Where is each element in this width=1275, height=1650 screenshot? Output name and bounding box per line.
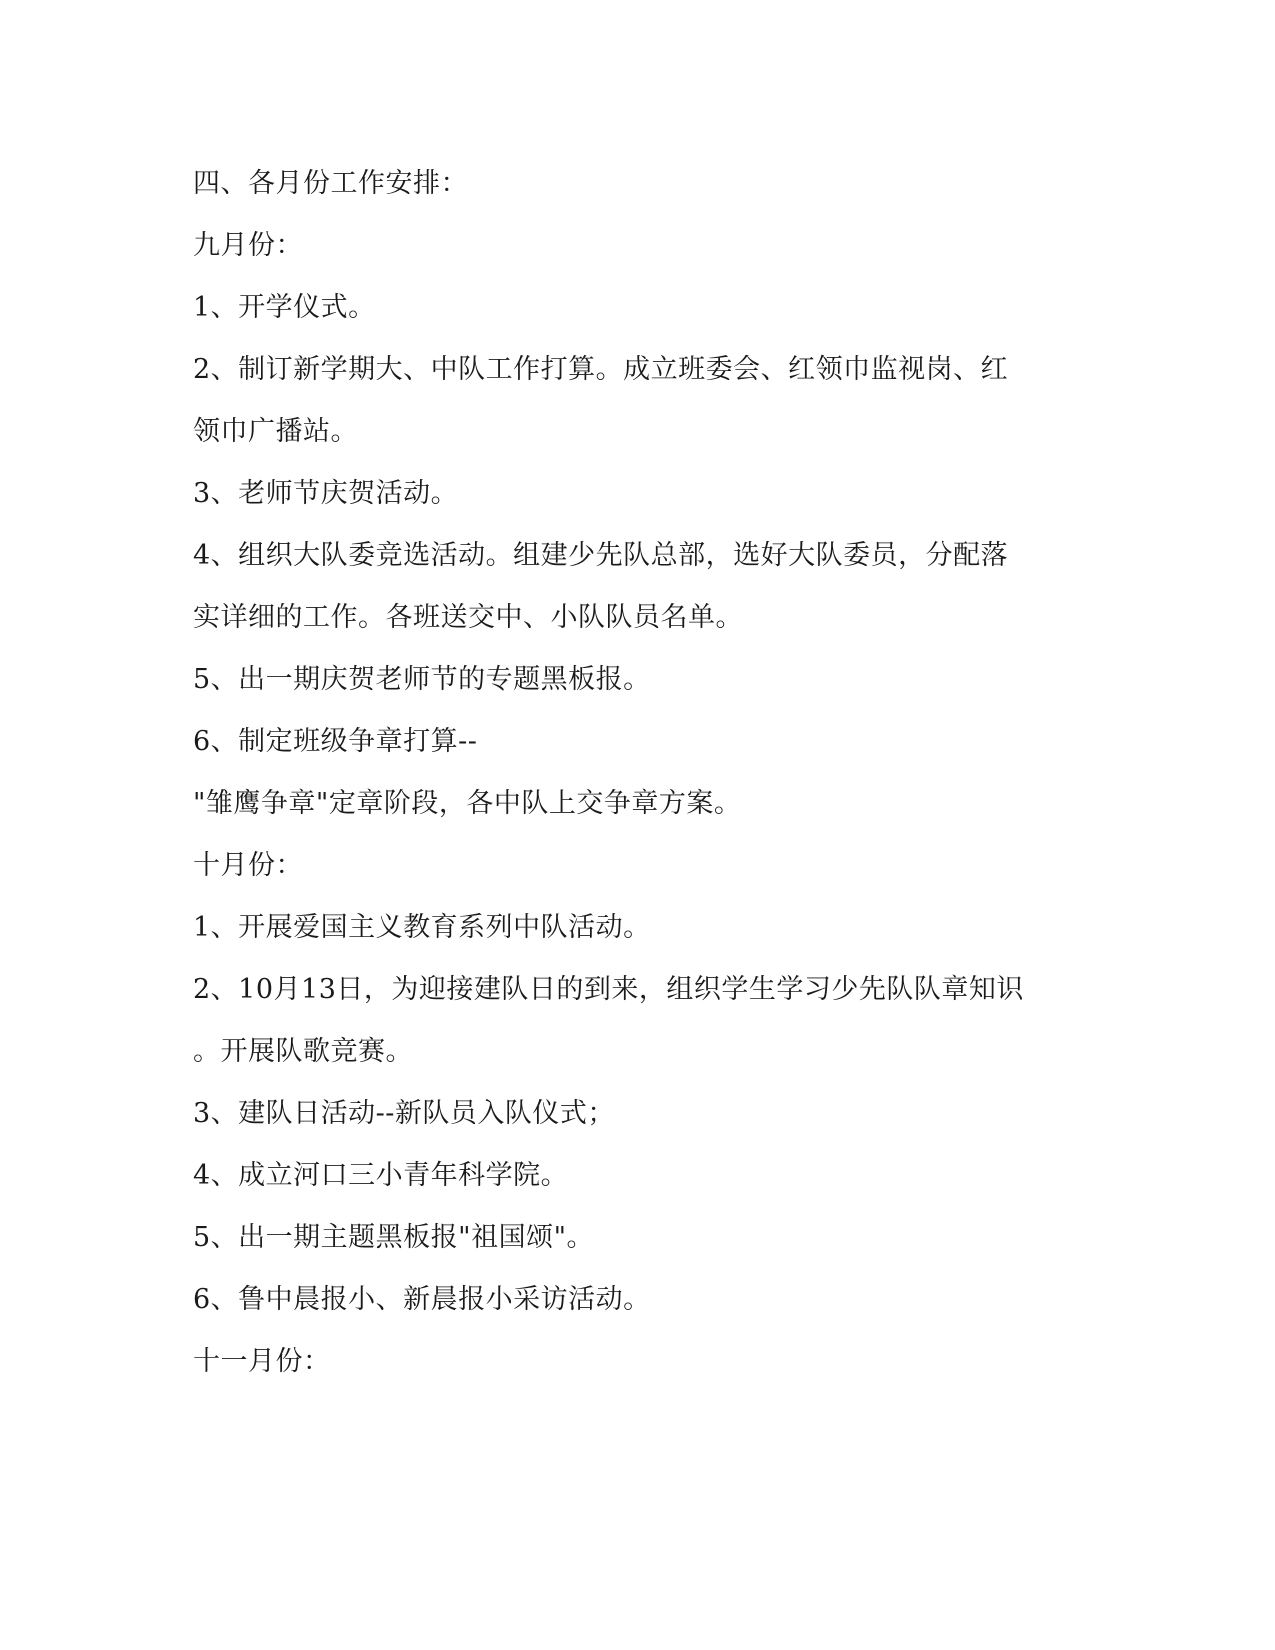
list-item-continuation: 领巾广播站。 xyxy=(193,416,358,447)
list-item: 4、成立河口三小青年科学院。 xyxy=(193,1160,569,1191)
list-item: 2、制订新学期大、中队工作打算。成立班委会、红领巾监视岗、红 xyxy=(193,354,1009,385)
list-item-continuation: 实详细的工作。各班送交中、小队队员名单。 xyxy=(193,602,743,633)
month-heading-october: 十月份： xyxy=(193,850,303,881)
list-item: 5、出一期主题黑板报"祖国颂"。 xyxy=(193,1222,595,1253)
list-item: 6、制定班级争章打算-- xyxy=(193,726,478,757)
month-heading-september: 九月份： xyxy=(193,230,303,261)
list-item: 2、10月13日，为迎接建队日的到来，组织学生学习少先队队章知识 xyxy=(193,974,1024,1005)
month-heading-november: 十一月份： xyxy=(193,1346,331,1377)
list-item: 4、组织大队委竞选活动。组建少先队总部，选好大队委员，分配落 xyxy=(193,540,1009,571)
list-item: 3、建队日活动--新队员入队仪式； xyxy=(193,1098,615,1129)
list-item: 3、老师节庆贺活动。 xyxy=(193,478,459,509)
section-heading: 四、各月份工作安排： xyxy=(193,168,468,199)
list-item: 1、开展爱国主义教育系列中队活动。 xyxy=(193,912,651,943)
list-item: 5、出一期庆贺老师节的专题黑板报。 xyxy=(193,664,651,695)
list-item: 6、鲁中晨报小、新晨报小采访活动。 xyxy=(193,1284,651,1315)
list-item-continuation: "雏鹰争章"定章阶段，各中队上交争章方案。 xyxy=(193,788,742,819)
list-item: 1、开学仪式。 xyxy=(193,292,376,323)
list-item-continuation: 。开展队歌竞赛。 xyxy=(193,1036,413,1067)
